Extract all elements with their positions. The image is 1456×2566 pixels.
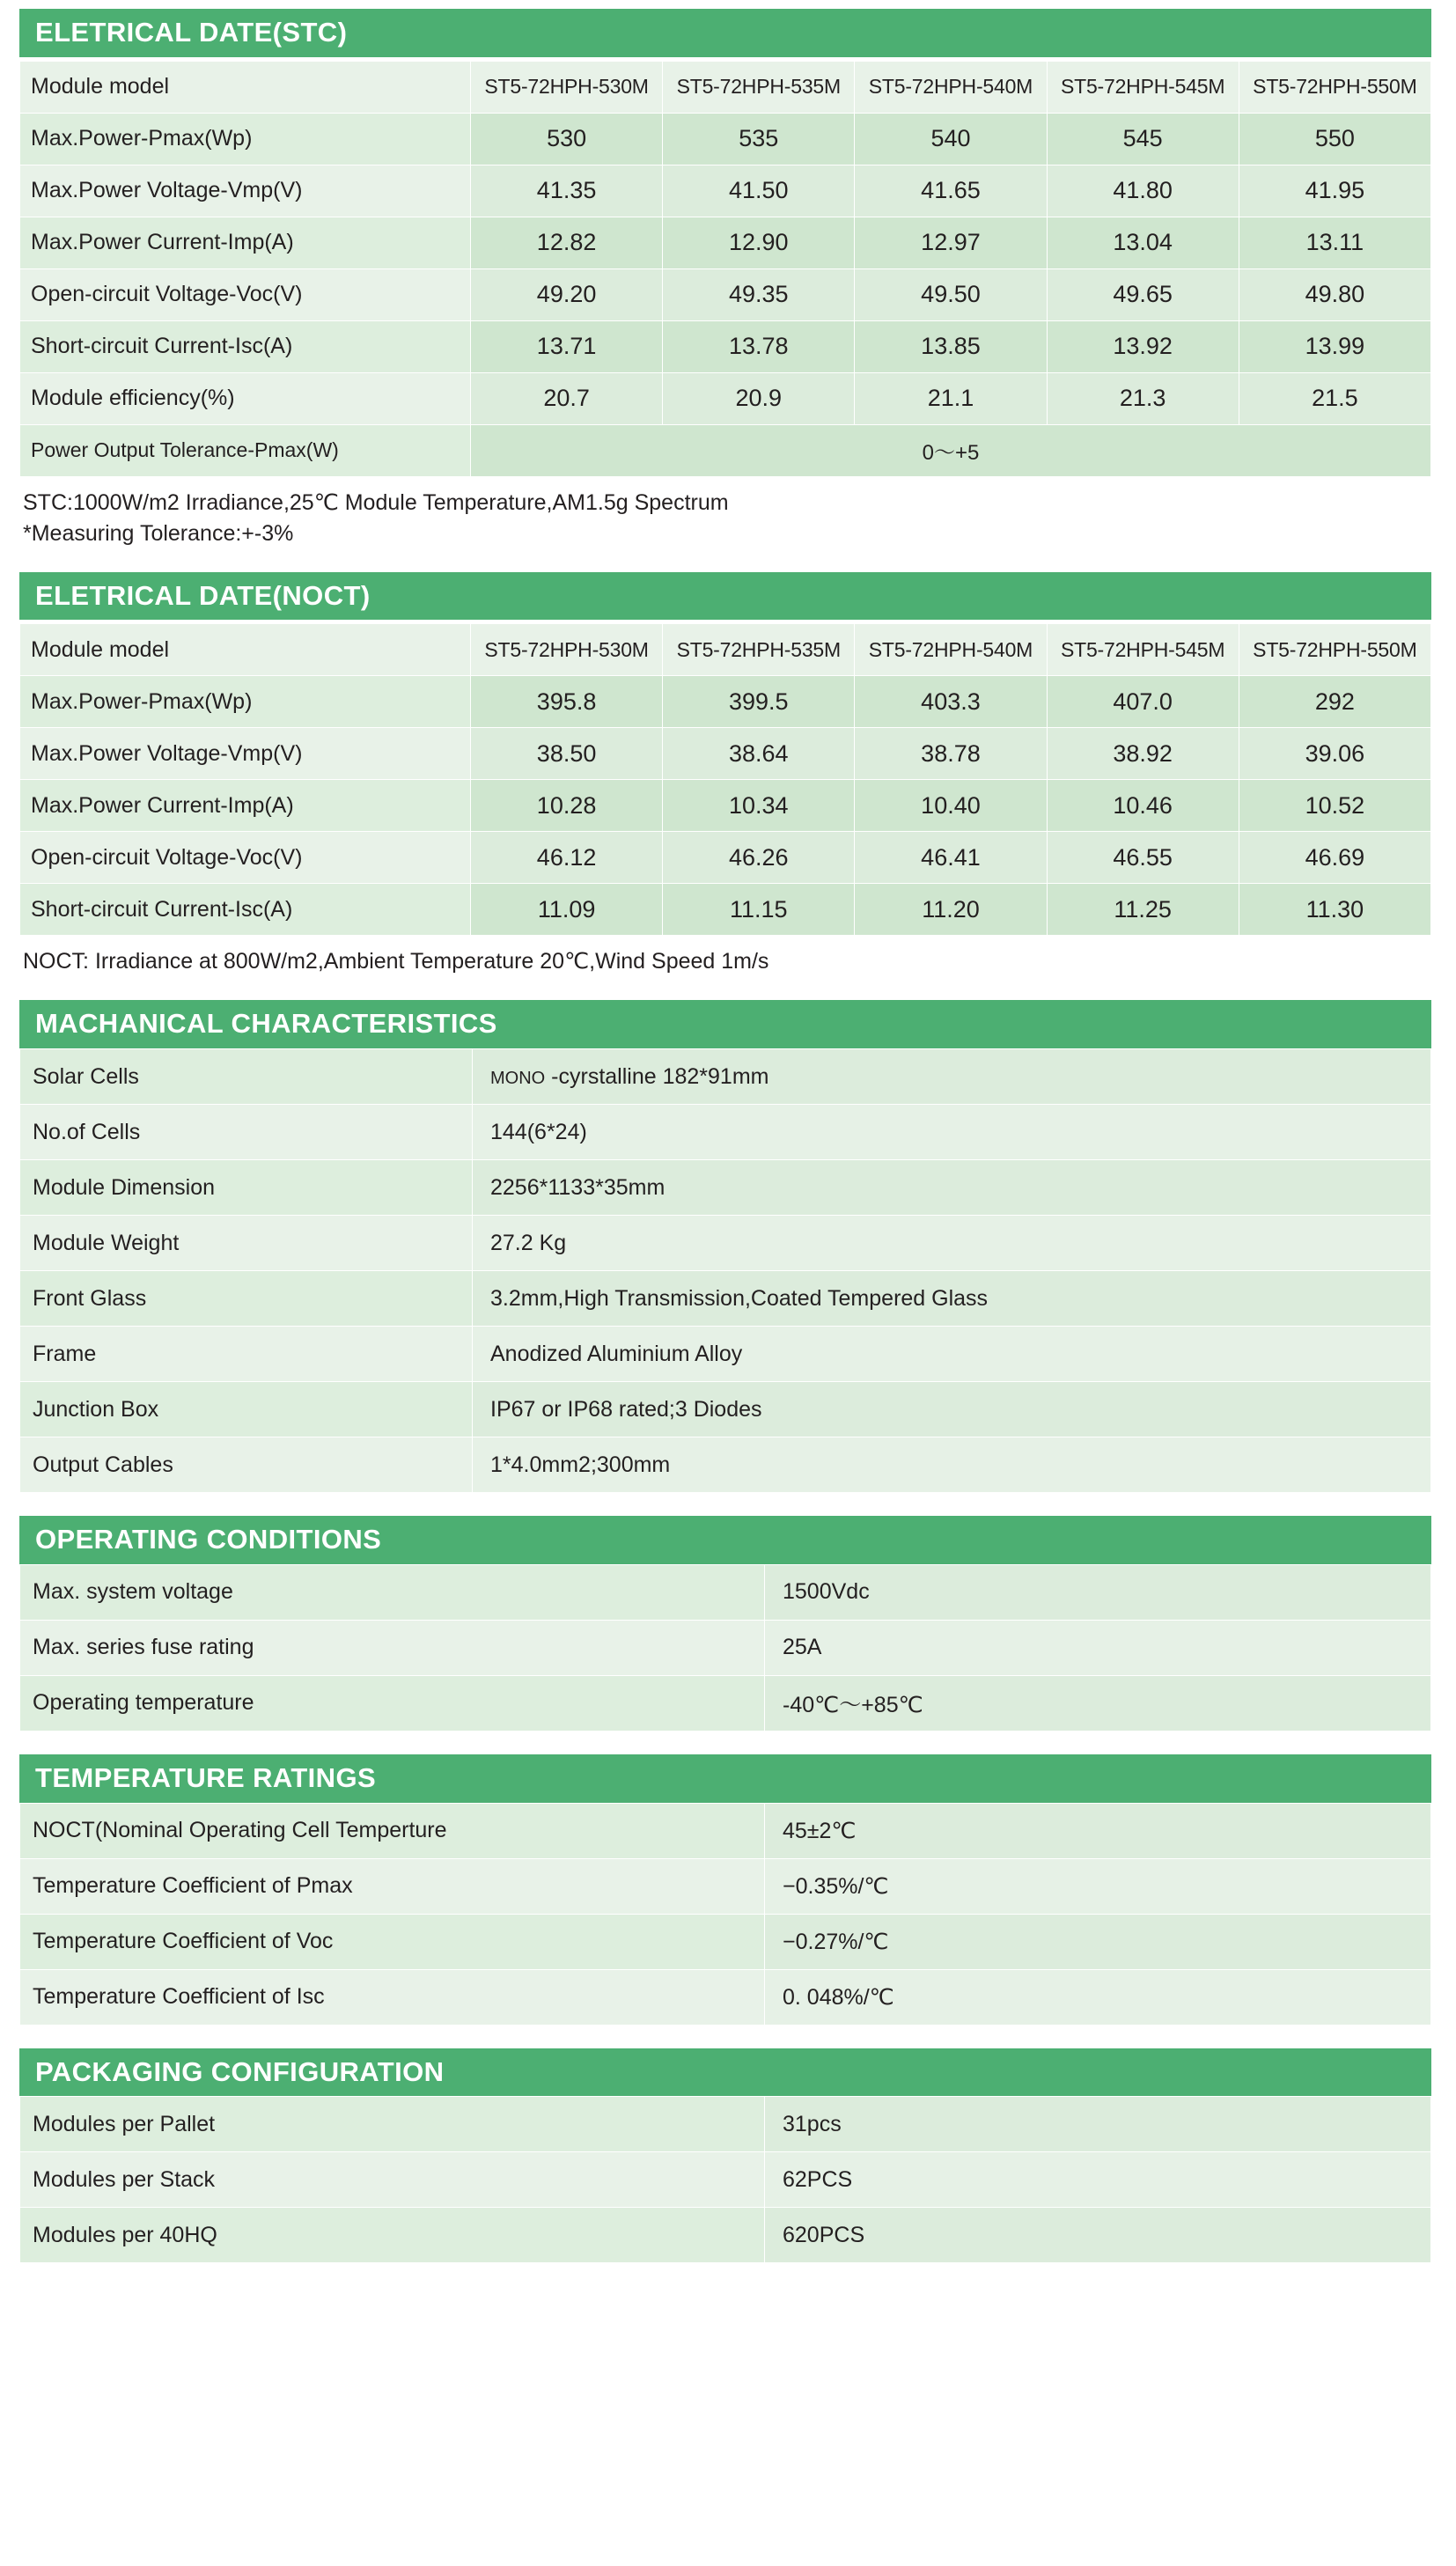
table-row: [20, 1803, 1431, 1858]
table-row: [20, 624, 1431, 676]
section-title-electrical-noct: ELETRICAL DATE(NOCT): [19, 572, 1431, 621]
table-operating-conditions: [19, 1564, 1431, 1731]
cell-value: 46.12: [471, 832, 663, 884]
spec-value: 1500Vdc: [765, 1564, 1431, 1620]
spec-value: 31pcs: [765, 2097, 1431, 2152]
cell-value: 540: [855, 113, 1047, 165]
cell-value: 20.7: [471, 372, 663, 424]
cell-value: 41.80: [1047, 165, 1239, 217]
table-electrical-noct: [19, 623, 1431, 936]
spec-key: NOCT(Nominal Operating Cell Temperture: [20, 1803, 765, 1858]
cell-value: 49.50: [855, 268, 1047, 320]
table-row: [20, 61, 1431, 113]
cell-value: 13.71: [471, 320, 663, 372]
section-title-temperature-ratings: TEMPERATURE RATINGS: [19, 1754, 1431, 1803]
spec-key: Modules per Pallet: [20, 2097, 765, 2152]
table-row: [20, 1271, 1431, 1327]
cell-value: 39.06: [1239, 728, 1430, 780]
spec-value: 27.2 Kg: [473, 1216, 1431, 1271]
spec-value: 2256*1133*35mm: [473, 1160, 1431, 1216]
table-row: [20, 1216, 1431, 1271]
spec-value: 144(6*24): [473, 1105, 1431, 1160]
cell-value: 530: [471, 113, 663, 165]
spec-value: 45±2℃: [765, 1803, 1431, 1858]
noct-note: NOCT: Irradiance at 800W/m2,Ambient Temperature 20℃,Wind Speed 1m/s: [23, 949, 769, 974]
spec-value: 0. 048%/℃: [765, 1969, 1431, 2025]
cell-value: 41.50: [663, 165, 855, 217]
cell-value: 13.92: [1047, 320, 1239, 372]
row-label: Max.Power Current-Imp(A): [20, 780, 471, 832]
model-name: ST5-72HPH-550M: [1239, 624, 1430, 676]
spec-key: Front Glass: [20, 1271, 473, 1327]
cell-value: 49.35: [663, 268, 855, 320]
table-row: [20, 1969, 1431, 2025]
cell-value: 395.8: [471, 676, 663, 728]
stc-note-1: STC:1000W/m2 Irradiance,25℃ Module Temperature,AM1.5g Spectrum: [23, 489, 729, 515]
row-label: Open-circuit Voltage-Voc(V): [20, 832, 471, 884]
model-name: ST5-72HPH-540M: [855, 61, 1047, 113]
cell-value: 13.04: [1047, 217, 1239, 268]
spec-key: Temperature Coefficient of Pmax: [20, 1858, 765, 1914]
cell-value: 46.55: [1047, 832, 1239, 884]
table-row: [20, 320, 1431, 372]
table-row: [20, 1620, 1431, 1675]
row-label: Short-circuit Current-Isc(A): [20, 320, 471, 372]
cell-value: 21.5: [1239, 372, 1430, 424]
table-row: [20, 1675, 1431, 1731]
table-row: [20, 1105, 1431, 1160]
table-electrical-stc: [19, 61, 1431, 477]
model-name: ST5-72HPH-530M: [471, 61, 663, 113]
cell-value: 10.46: [1047, 780, 1239, 832]
cell-value: 535: [663, 113, 855, 165]
section-title-electrical-stc: ELETRICAL DATE(STC): [19, 9, 1431, 57]
cell-value: 38.64: [663, 728, 855, 780]
cell-value: 11.09: [471, 884, 663, 936]
cell-value: 21.3: [1047, 372, 1239, 424]
spec-value: 1*4.0mm2;300mm: [473, 1437, 1431, 1493]
spec-key: Output Cables: [20, 1437, 473, 1493]
table-row: [20, 1564, 1431, 1620]
spec-key: Temperature Coefficient of Voc: [20, 1914, 765, 1969]
row-label: Module model: [20, 61, 471, 113]
cell-value: 11.30: [1239, 884, 1430, 936]
cell-value: 13.11: [1239, 217, 1430, 268]
table-row: [20, 2097, 1431, 2152]
table-row: [20, 1049, 1431, 1105]
model-name: ST5-72HPH-530M: [471, 624, 663, 676]
spec-value: -40℃〜+85℃: [765, 1675, 1431, 1731]
row-label: Max.Power-Pmax(Wp): [20, 676, 471, 728]
table-row: [20, 780, 1431, 832]
cell-value: 49.80: [1239, 268, 1430, 320]
table-row: [20, 1382, 1431, 1437]
model-name: ST5-72HPH-545M: [1047, 61, 1239, 113]
cell-value: 46.26: [663, 832, 855, 884]
row-label: Module efficiency(%): [20, 372, 471, 424]
model-name: ST5-72HPH-535M: [663, 61, 855, 113]
spec-key: Solar Cells: [20, 1049, 473, 1105]
cell-value: 12.97: [855, 217, 1047, 268]
cell-value: 11.15: [663, 884, 855, 936]
cell-value: 41.35: [471, 165, 663, 217]
cell-value: 12.90: [663, 217, 855, 268]
spec-value-prefix: MONO: [490, 1068, 546, 1088]
table-row: [20, 832, 1431, 884]
table-row: [20, 372, 1431, 424]
cell-value-tolerance: 0〜+5: [471, 424, 1431, 476]
table-row: [20, 1160, 1431, 1216]
model-name: ST5-72HPH-550M: [1239, 61, 1430, 113]
section-title-operating-conditions: OPERATING CONDITIONS: [19, 1516, 1431, 1564]
cell-value: 10.40: [855, 780, 1047, 832]
section-electrical-stc: [19, 9, 1431, 549]
cell-value: 49.65: [1047, 268, 1239, 320]
cell-value: 41.65: [855, 165, 1047, 217]
cell-value: 407.0: [1047, 676, 1239, 728]
cell-value: 41.95: [1239, 165, 1430, 217]
section-operating-conditions: [19, 1516, 1431, 1731]
table-packaging: [19, 2096, 1431, 2263]
spec-key: Junction Box: [20, 1382, 473, 1437]
table-row: [20, 217, 1431, 268]
cell-value: 10.34: [663, 780, 855, 832]
table-row: [20, 165, 1431, 217]
table-row: [20, 1858, 1431, 1914]
table-mechanical: [19, 1048, 1431, 1493]
spec-key: Modules per Stack: [20, 2152, 765, 2208]
cell-value: 13.78: [663, 320, 855, 372]
cell-value: 12.82: [471, 217, 663, 268]
spec-value: 62PCS: [765, 2152, 1431, 2208]
cell-value: 38.50: [471, 728, 663, 780]
row-label: Max.Power Voltage-Vmp(V): [20, 165, 471, 217]
spec-key: Module Weight: [20, 1216, 473, 1271]
spec-value: 620PCS: [765, 2208, 1431, 2263]
table-row: [20, 2208, 1431, 2263]
table-row: [20, 268, 1431, 320]
row-label: Max.Power Voltage-Vmp(V): [20, 728, 471, 780]
spec-key: Max. system voltage: [20, 1564, 765, 1620]
section-title-mechanical: MACHANICAL CHARACTERISTICS: [19, 1000, 1431, 1048]
cell-value: 550: [1239, 113, 1430, 165]
spec-key: Module Dimension: [20, 1160, 473, 1216]
table-row: [20, 424, 1431, 476]
table-temperature-ratings: [19, 1803, 1431, 2026]
row-label: Open-circuit Voltage-Voc(V): [20, 268, 471, 320]
cell-value: 292: [1239, 676, 1430, 728]
model-name: ST5-72HPH-540M: [855, 624, 1047, 676]
cell-value: 10.28: [471, 780, 663, 832]
row-label: Module model: [20, 624, 471, 676]
spec-key: Modules per 40HQ: [20, 2208, 765, 2263]
section-temperature-ratings: [19, 1754, 1431, 2026]
cell-value: 13.85: [855, 320, 1047, 372]
cell-value: 46.41: [855, 832, 1047, 884]
cell-value: 38.78: [855, 728, 1047, 780]
model-name: ST5-72HPH-535M: [663, 624, 855, 676]
cell-value: 20.9: [663, 372, 855, 424]
cell-value: 38.92: [1047, 728, 1239, 780]
stc-note-2: *Measuring Tolerance:+-3%: [23, 520, 294, 546]
cell-value: 21.1: [855, 372, 1047, 424]
table-row: [20, 1327, 1431, 1382]
cell-value: 403.3: [855, 676, 1047, 728]
spec-value: −0.27%/℃: [765, 1914, 1431, 1969]
row-label: Max.Power Current-Imp(A): [20, 217, 471, 268]
cell-value: 10.52: [1239, 780, 1430, 832]
cell-value: 545: [1047, 113, 1239, 165]
section-title-packaging: PACKAGING CONFIGURATION: [19, 2048, 1431, 2097]
cell-value: 11.25: [1047, 884, 1239, 936]
table-row: [20, 676, 1431, 728]
row-label: Power Output Tolerance-Pmax(W): [20, 424, 471, 476]
spec-value: IP67 or IP68 rated;3 Diodes: [473, 1382, 1431, 1437]
spec-value-rest: -cyrstalline 182*91mm: [551, 1063, 769, 1089]
section-mechanical: [19, 1000, 1431, 1493]
section-packaging: [19, 2048, 1431, 2264]
model-name: ST5-72HPH-545M: [1047, 624, 1239, 676]
table-row: [20, 1437, 1431, 1493]
cell-value: 49.20: [471, 268, 663, 320]
cell-value: 399.5: [663, 676, 855, 728]
table-row: [20, 1914, 1431, 1969]
spec-key: Frame: [20, 1327, 473, 1382]
cell-value: 11.20: [855, 884, 1047, 936]
spec-key: No.of Cells: [20, 1105, 473, 1160]
table-row: [20, 113, 1431, 165]
spec-value: 3.2mm,High Transmission,Coated Tempered Glass: [473, 1271, 1431, 1327]
spec-key: Operating temperature: [20, 1675, 765, 1731]
section-electrical-noct: [19, 572, 1431, 978]
row-label: Max.Power-Pmax(Wp): [20, 113, 471, 165]
spec-value: Anodized Aluminium Alloy: [473, 1327, 1431, 1382]
cell-value: 46.69: [1239, 832, 1430, 884]
spec-value: −0.35%/℃: [765, 1858, 1431, 1914]
row-label: Short-circuit Current-Isc(A): [20, 884, 471, 936]
spec-value: 25A: [765, 1620, 1431, 1675]
spec-key: Temperature Coefficient of Isc: [20, 1969, 765, 2025]
table-row: [20, 884, 1431, 936]
table-row: [20, 2152, 1431, 2208]
spec-key: Max. series fuse rating: [20, 1620, 765, 1675]
spec-value: [473, 1049, 1431, 1105]
table-row: [20, 728, 1431, 780]
cell-value: 13.99: [1239, 320, 1430, 372]
